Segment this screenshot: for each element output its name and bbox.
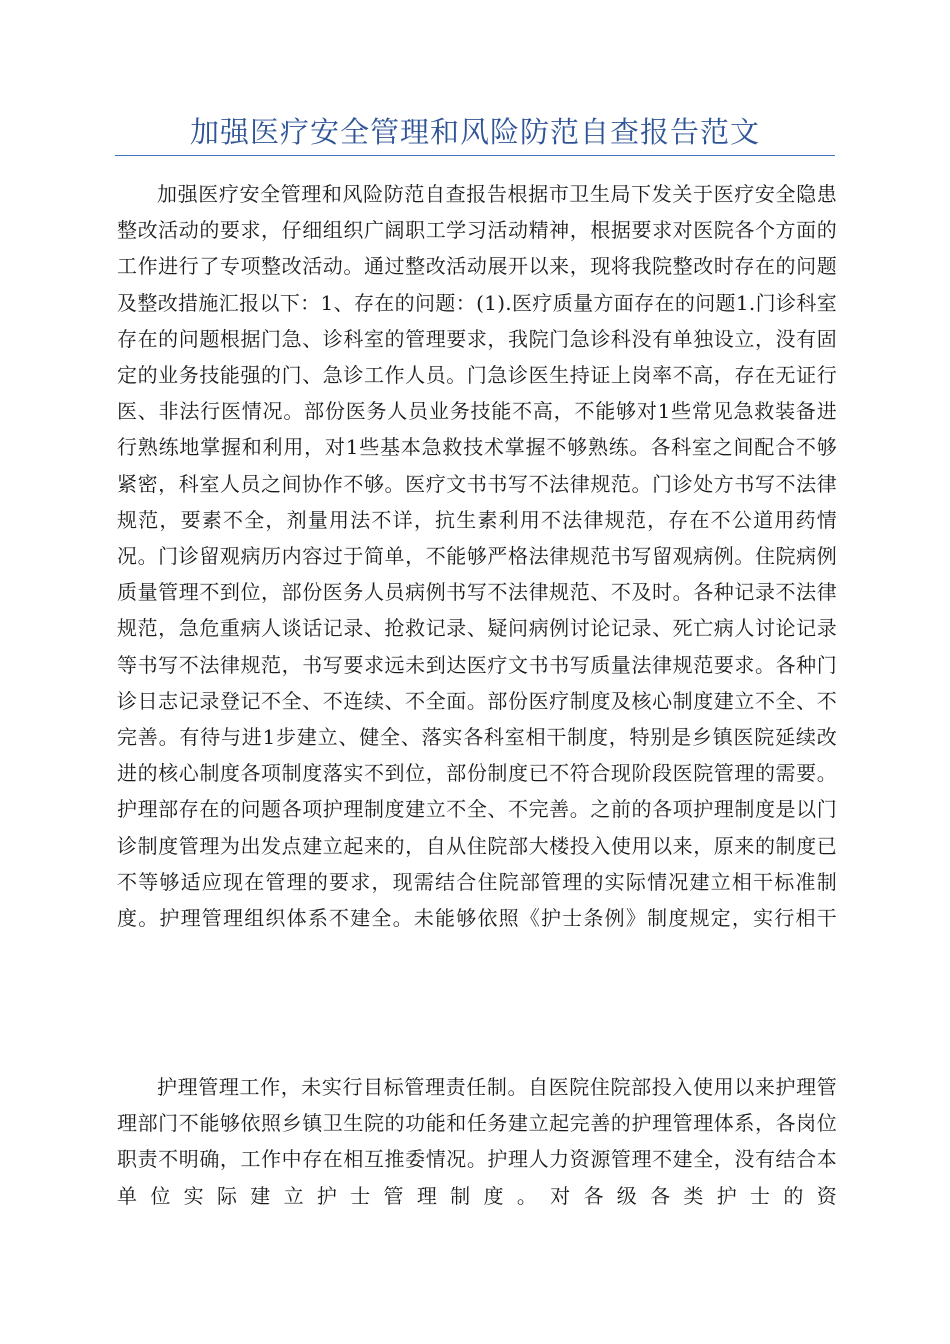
body-paragraph-1: 加强医疗安全管理和风险防范自查报告根据市卫生局下发关于医疗安全隐患整改活动的要求，仔细组织广阔职工学习活动精神，根据要求对医院各个方面的工作进行了专项整改活动。通过整改活动展开以来，现将我院整改时存在的问题及整改措施汇报以下：1、存在的问题：(1).医疗质量方面存在的问题1.门诊科室存在的问题根据门急、诊科室的管理要求，我院门急诊科没有单独设立，没有固定的业务技能强的门、急诊工作人员。门急诊医生持证上岗率不高，存在无证行医、非法行医情况。部份医务人员业务技能不高，不能够对1些常见急救装备进行熟练地掌握和利用，对1些基本急救技术掌握不够熟练。各科室之间配合不够紧密，科室人员之间协作不够。医疗文书书写不法律规范。门诊处方书写不法律规范，要素不全，剂量用法不详，抗生素利用不法律规范，存在不公道用药情况。门诊留观病历内容过于简单，不能够严格法律规范书写留观病例。住院病例质量管理不到位，部份医务人员病例书写不法律规范、不及时。各种记录不法律规范，急危重病人谈话记录、抢救记录、疑问病例讨论记录、死亡病人讨论记录等书写不法律规范，书写要求远未到达医疗文书书写质量法律规范要求。各种门诊日志记录登记不全、不连续、不全面。部份医疗制度及核心制度建立不全、不完善。有待与进1步建立、健全、落实各科室相干制度，特别是乡镇医院延续改进的核心制度各项制度落实不到位，部份制度已不符合现阶段医院管理的需要。护理部存在的问题各项护理制度建立不全、不完善。之前的各项护理制度是以门诊制度管理为出发点建立起来的，自从住院部大楼投入使用以来，原来的制度已不等够适应现在管理的要求，现需结合住院部管理的实际情况建立相干标准制度。护理管理组织体系不建全。未能够依照《护士条例》制度规定，实行相干 xyxy=(117,182,837,931)
document-title: 加强医疗安全管理和风险防范自查报告范文 xyxy=(189,115,760,149)
body-paragraph-2: 护理管理工作，未实行目标管理责任制。自医院住院部投入使用以来护理管理部门不能够依照乡镇卫生院的功能和任务建立起完善的护理管理体系，各岗位职责不明确，工作中存在相互推委情况。护理人力资源管理不建全，没有结合本单位实际建立护士管理制度。对各级各类护士的资 xyxy=(117,1075,837,1208)
title-underline xyxy=(115,155,835,156)
